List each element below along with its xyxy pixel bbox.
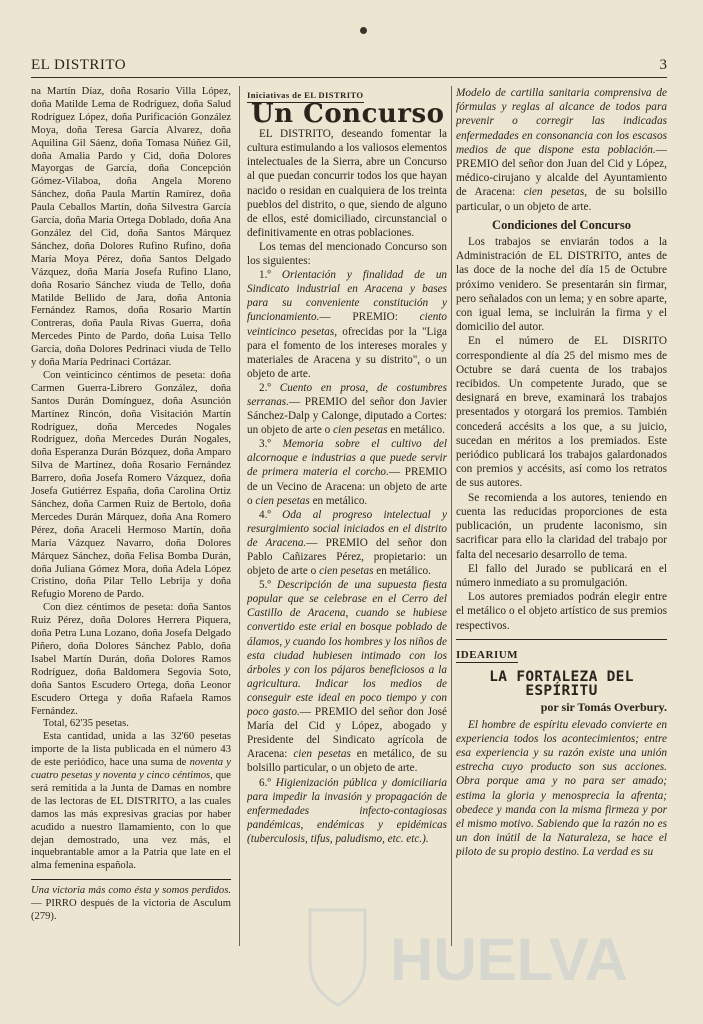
- condition-1: Los trabajos se enviarán todos a la Administración de EL DISTRITO, antes de las doce de la noche del día 15 de Octubre próximo venidero. Se presentarán sin firmar, pero señalados con un lema; y en sobre aparte, con igual lema, se incluirán la firma y el domicilio del autor.: [456, 236, 667, 334]
- donations-total: Total, 62'35 pesetas.: [43, 718, 129, 730]
- quote-footer: Una victoria más como ésta y somos perdidos. — PIRRO después de la victoria de Asculum (279).: [31, 885, 231, 923]
- footer-rule: [31, 879, 231, 880]
- section-rule: [456, 639, 667, 640]
- header-rule: [31, 77, 667, 78]
- section-kicker: Iniciativas de EL DISTRITO: [247, 88, 364, 103]
- column-divider: [451, 86, 452, 946]
- theme-6-continued: Modelo de cartilla sanitaria comprensiva de fórmulas y reglas al alcance de todos para prevenir o corregir las indicadas enfermedades en consonancia con los escasos medios de que dispone esta población.— PREMIO del señor don Juan del Cid y López, médico-cirujano y alcalde del Ayuntamiento de Aracena: cien pesetas, de su bolsillo particular, o un objeto de arte.: [456, 87, 667, 213]
- theme-1: 1.º Orientación y finalidad de un Sindicato industrial en Aracena y bases para su conveniente constitución y funcionamiento.— PREMIO: ciento veinticinco pesetas, ofrecidas por la "Liga para el fomento de los intereses morales y materiales de Aracena y su distrito", o un objeto de arte.: [247, 269, 447, 380]
- idearium-byline: por sir Tomás Overbury.: [540, 700, 667, 715]
- idearium-title: LA FORTALEZA DEL ESPÍRITU: [489, 668, 634, 700]
- column-donations: [31, 86, 231, 986]
- condition-4: El fallo del Jurado se publicará en el número inmediato a su promulgación.: [456, 562, 667, 589]
- column-divider: [239, 86, 240, 946]
- donors-list-3: Con diez céntimos de peseta: doña Santos Ruiz Pérez, doña Dolores Herrera Piquera, doña Petra Luna Lozano, doña Josefa Delgado Piñero, doña Dolores Sánchez Pablo, doña Isabel Martín Durán, doña Dolores Ramos Rodríguez, doña Baldomera Segovia Soto, doña Santos Escudero Ortega, doña Leonor Escudero Ortega y doña Rafaela Ramos Fernández.: [31, 602, 231, 717]
- donors-list-2: Con veinticinco céntimos de peseta: doña Carmen Guerra-Librero González, doña Santos Durán Domínguez, doña Asunción Martínez Rincón, doña Visitación Martín Rodríguez, doña Mercedes Nogales Rodríguez, doña Mercedes Durán Nogales, doña Esperanza Durán Bózquez, doña Amparo Silva de Martínez, doña Rosario Fernández Barrero, doña Josefa Romero Vázquez, doña Josefa Gutiérrez España, doña Carolina Ortiz Sánchez, doña Carmen Ruiz de Bertolo, doña Mercedes Durán Márquez, doña Ana Romero Pérez, doña Araceli Hermoso Martín, doña María Vázquez Navarro, doña Dolores Márquez Sánchez, doña Felisa Bomba Durán, doña Juliana Gómez Mora, doña Adela López Cristino, doña Pilar Tello Lebrija y doña Refugio Moreno de Pardo.: [31, 369, 231, 601]
- contest-intro: EL DISTRITO, deseando fomentar la cultura estimulando a los valiosos elementos intelectuales de la Sierra, abre un Concurso al que puedan concurrir todos los que hayan nacido o residan en cualquiera de los treinta pueblos del distrito, o que, siendo de alguno de ellos, esté domiciliado, circunstancial o definitivamente en otras poblaciones.: [247, 128, 447, 239]
- watermark-shield-icon: [310, 910, 365, 1005]
- printer-mark: [360, 27, 367, 34]
- watermark-text: HUELVA: [390, 926, 628, 993]
- idearium-text: El hombre de espíritu elevado convierte en experiencia todos los acontecimientos; entre esa experiencia y su razón existe una unión estrecha cuyo producto son sus acciones. Obra porque ama y no para ser amado; estima la gloria y menosprecia la afrenta; obedece y manda con la misma firmeza y por el mismo motivo. Sabiendo que la razón no es un don inútil de la Naturaleza, se hace el piloto de su propio destino. La verdad es su: [456, 718, 667, 859]
- donations-summary: Esta cantidad, unida a las 32'60 pesetas importe de la lista publicada en el número 43 de este periódico, hace una suma de noventa y cuatro pesetas y noventa y cinco céntimos, que será remitida a la Junta de Damas en nombre de las lectoras de EL DISTRITO, a las cuales damos las más expresivas gracias por haber acudido a nuestro llamamiento, con lo que dejan demostrado, una vez más, el inquebrantable amor a la Patria que late en el alma femenina española.: [31, 731, 231, 872]
- theme-6: 6.º Higienización pública y domiciliaria para impedir la invasión y propagación de enfermedades infecto-contagiosas pandémicas, endémicas y epidémicas (tuberculosis, tifus, paludismo, etc. etc.).: [247, 776, 447, 845]
- theme-5: 5.º Descripción de una supuesta fiesta popular que se celebrase en el Cerro del Castillo de Aracena, cuando se hubiese convertido este erial en bosque poblado de álamos, y cuando los hombres y los niños de esta ciudad hubiesen intimado con los árboles y con los pájaros beneficiosos a la agricultura. Indicar los medios de conseguir este ideal en poco tiempo y con poco gasto.— PREMIO del señor don José María del Cid y López, abogado y Presidente del Sindicato agrícola de Aracena: cien pesetas en metálico, de su bolsillo particular, o un objeto de arte.: [247, 579, 447, 775]
- newspaper-title: EL DISTRITO: [31, 57, 127, 73]
- page-header: [31, 57, 667, 75]
- condition-2: En el número de EL DISRITO correspondiente al día 25 del mismo mes de Octubre se dará cuenta de los trabajos recibidos. Un competente Jurado, que se designará en breve, examinará los trabajos presentados y otorgará los premios. También concederá accésits a los que, a su juicio, sucedan en méritos a los premiados. Este periódico publicará los trabajos galardonados con premios y accésits, así como los retratos de sus autores.: [456, 335, 667, 490]
- condition-5: Los autores premiados podrán elegir entre el metálico o el objeto artístico de sus premios respectivos.: [456, 591, 667, 632]
- library-watermark: [300, 900, 630, 1010]
- page-number: 3: [659, 57, 667, 73]
- column-conditions: [456, 86, 667, 1006]
- contest-themes-lead: Los temas del mencionado Concurso son los siguientes:: [247, 240, 447, 268]
- donors-list-1: na Martín Díaz, doña Rosario Villa López, doña Matilde Lema de Rodríguez, doña Salud Rodríguez López, doña Purificación González Moya, doña Teresa García Alvarez, doña Aquilina Gil Sáenz, doña Tomasa Núñez Gil, doña Amalia Pardo y Cid, doña Dolores Mayorgas de García, doña Concepción Gómez-Vilaboa, doña Angela Moreno Sánchez, doña Paula Martín Ramírez, doña Paula Ceballos Martín, doña Silvestra García García, doña María Ortega Doblado, doña Ana González del Cid, doña Santos Márquez Sánchez, doña Dolores Rufino Rufino, doña María Moya Pérez, doña Santos Delgado Vázquez, doña María Josefa Rufino Llano, doña Rosario Sánchez viuda de Tello, doña Matilde Bellido de Jara, doña Antonia Fernández Ramos, doña Rosario Martín Contreras, doña Paula Rivas Guerra, doña Mercedes Pinto de Pardo, doña Luisa Tello García, doña Dolores Pedrinaci viuda de Tello y doña María Pedrinaci Cortázar.: [31, 86, 231, 369]
- theme-4: 4.º Oda al progreso intelectual y resurgimiento social iniciados en el distrito de Aracena.— PREMIO del señor don Pablo Cañizares Pérez, propietario: un objeto de arte o cien pesetas en metálico.: [247, 508, 447, 578]
- theme-3: 3.º Memoria sobre el cultivo del alcornoque e industrias a que puede servir de primera materia el corcho.— PREMIO de un Vecino de Aracena: un objeto de arte o cien pesetas en metálico.: [247, 438, 447, 507]
- idearium-tag: IDEARIUM: [456, 648, 518, 663]
- column-contest: [247, 86, 447, 1006]
- conditions-heading: Condiciones del Concurso: [492, 217, 631, 232]
- article-title: Un Concurso: [251, 99, 445, 130]
- condition-3: Se recomienda a los autores, teniendo en cuenta las reducidas proporciones de esta publicación, un prudente laconismo, sin sacrificar para ello la claridad del trabajo por falta del necesario desarrollo de tema.: [456, 491, 667, 561]
- theme-2: 2.º Cuento en prosa, de costumbres serranas.— PREMIO del señor don Javier Sánchez-Dalp y Calonge, diputado a Cortes: un objeto de arte o cien pesetas en metálico.: [247, 381, 447, 437]
